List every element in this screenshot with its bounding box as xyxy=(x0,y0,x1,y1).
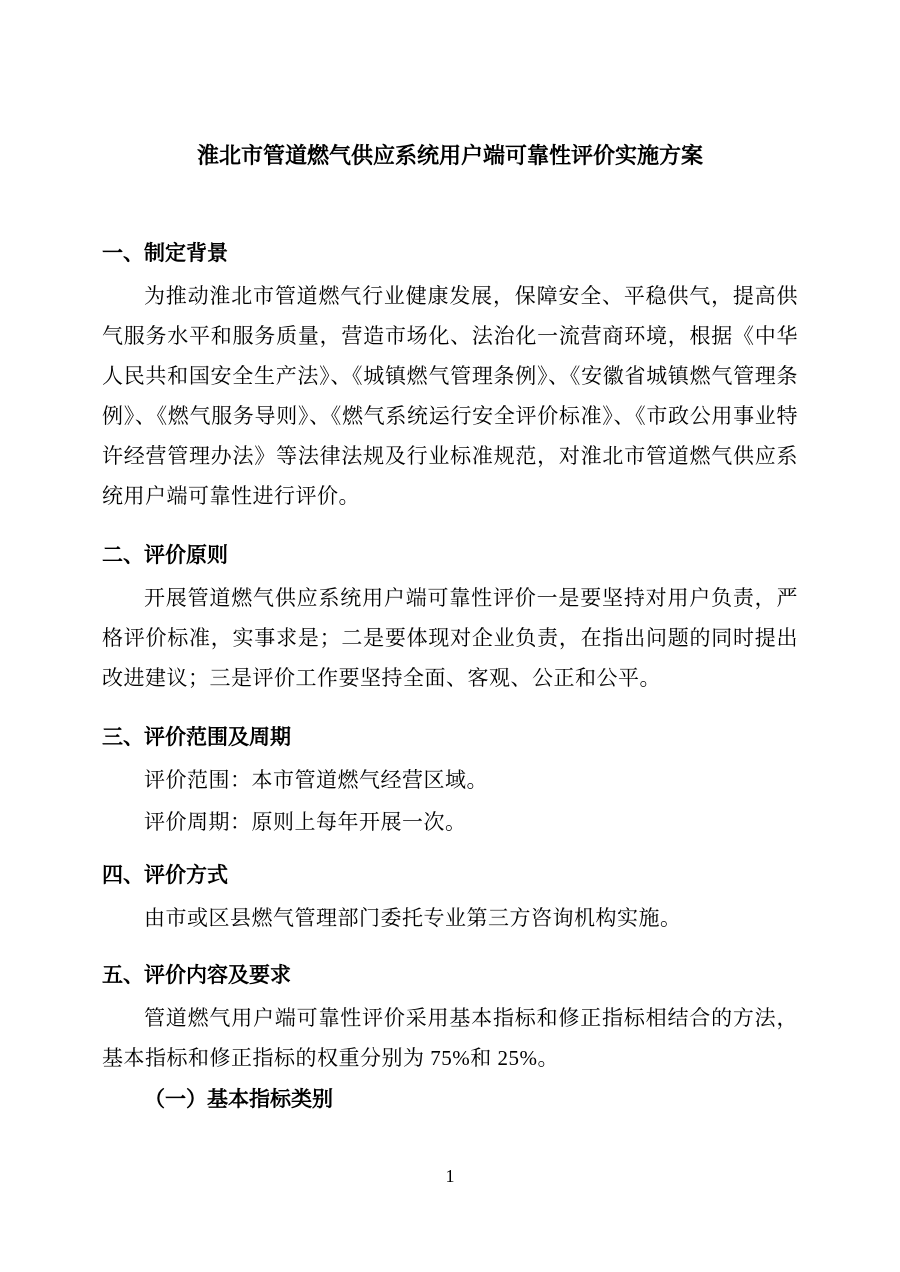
section-heading-content-requirements: 五、评价内容及要求 xyxy=(102,964,291,987)
section-paragraph: 由市或区县燃气管理部门委托专业第三方咨询机构实施。 xyxy=(144,906,682,930)
page-number: 1 xyxy=(445,1166,455,1186)
section-heading-principles: 二、评价原则 xyxy=(102,544,228,567)
document-content xyxy=(102,0,798,1120)
section-heading-background: 一、制定背景 xyxy=(102,242,228,265)
document-title: 淮北市管道燃气供应系统用户端可靠性评价实施方案 xyxy=(196,143,703,168)
section-heading-scope-period: 三、评价范围及周期 xyxy=(102,726,291,749)
subsection-heading-basic-indicators: （一）基本指标类别 xyxy=(144,1088,333,1111)
section-paragraph: 开展管道燃气供应系统用户端可靠性评价一是要坚持对用户负责，严格评价标准，实事求是；二是要体现对企业负责，在指出问题的同时提出改进建议；三是评价工作要坚持全面、客观、公正和公平。 xyxy=(102,586,798,690)
section-paragraph: 管道燃气用户端可靠性评价采用基本指标和修正指标相结合的方法，基本指标和修正指标的权重分别为 75%和 25%。 xyxy=(102,1006,798,1070)
section-paragraph: 评价周期：原则上每年开展一次。 xyxy=(144,810,467,834)
section-paragraph: 为推动淮北市管道燃气行业健康发展，保障安全、平稳供气，提高供气服务水平和服务质量，营造市场化、法治化一流营商环境，根据《中华人民共和国安全生产法》、《城镇燃气管理条例》、《安徽省城镇燃气管理条例》、《燃气服务导则》、《燃气系统运行安全评价标准》、《市政公用事业特许经营管理办法》等法律法规及行业标准规范，对淮北市管道燃气供应系统用户端可靠性进行评价。 xyxy=(102,284,798,508)
section-paragraph: 评价范围：本市管道燃气经营区域。 xyxy=(144,768,488,792)
section-heading-method: 四、评价方式 xyxy=(102,864,228,887)
